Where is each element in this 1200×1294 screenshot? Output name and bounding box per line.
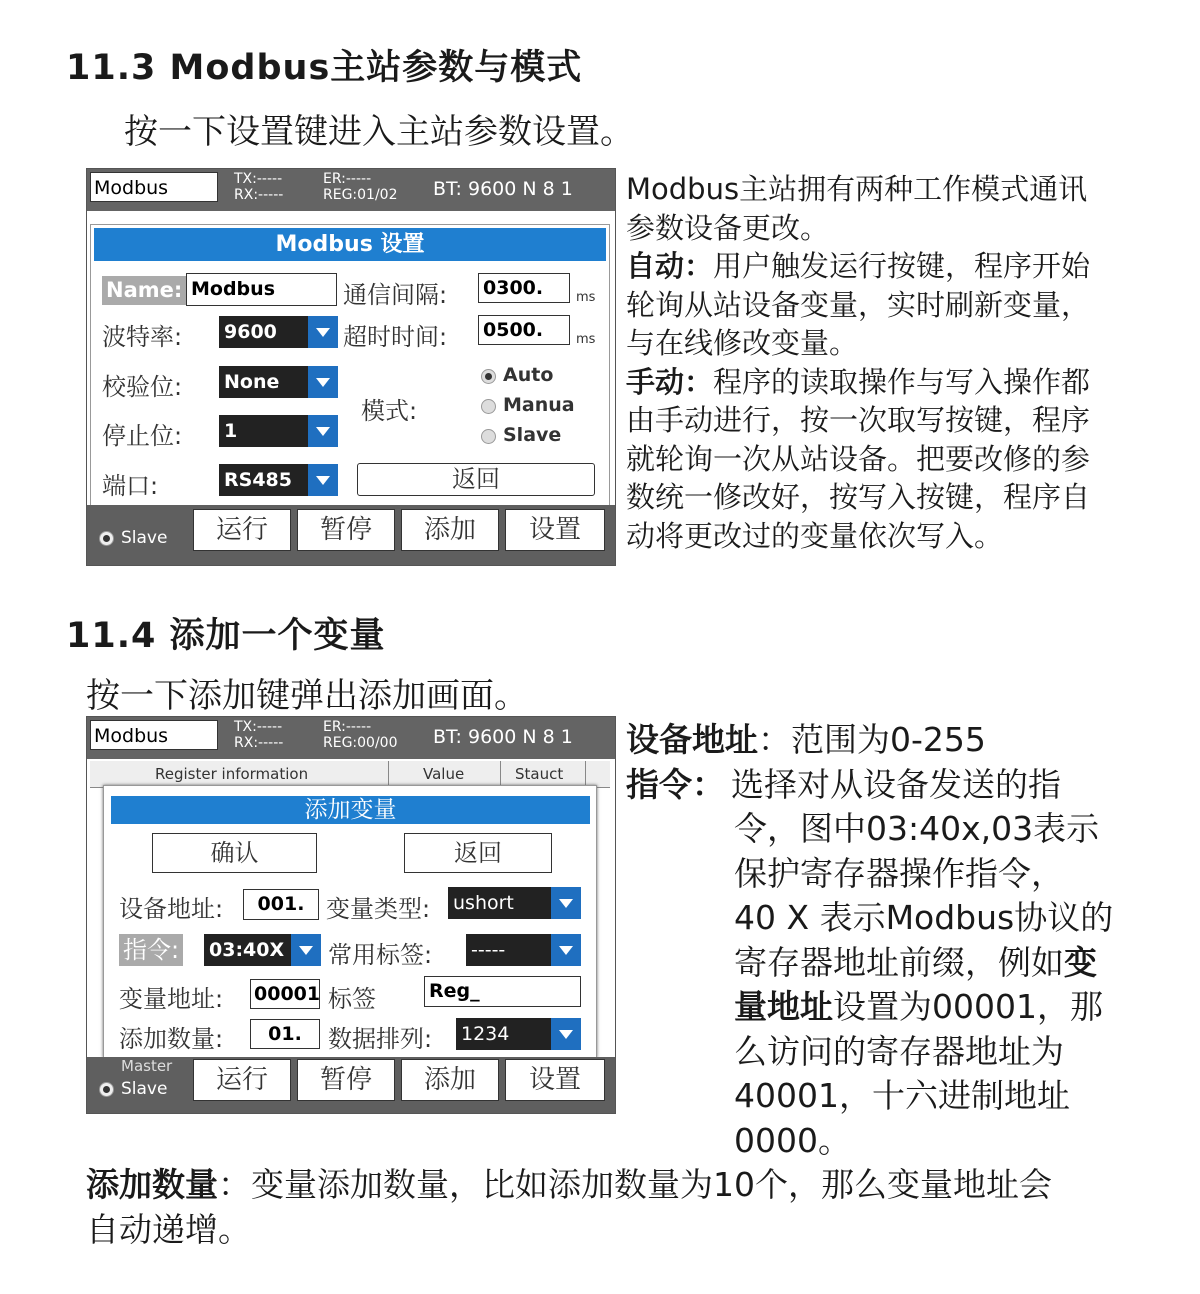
desc-text: 设置为00001，那 [833, 987, 1103, 1026]
dialog-title: Modbus 设置 [94, 228, 606, 261]
var-addr-input[interactable]: 00001 [250, 979, 320, 1009]
name-input[interactable]: Modbus [186, 273, 337, 306]
slave-radio[interactable] [99, 531, 114, 546]
run-button[interactable]: 运行 [193, 1059, 291, 1101]
add-variable-dialog [103, 785, 597, 1058]
auto-label: 自动： [626, 249, 714, 283]
tx-status: TX:----- [234, 719, 283, 735]
cmd-value: 03:40X [209, 939, 285, 961]
protocol-box: Modbus [90, 720, 218, 750]
port-value: RS485 [224, 469, 292, 491]
tx-status: TX:----- [234, 171, 283, 187]
section-intro: 按一下设置键进入主站参数设置。 [124, 112, 634, 152]
reg-status: REG:00/00 [323, 735, 398, 751]
settings-button[interactable]: 设置 [505, 1059, 605, 1101]
pause-button[interactable]: 暂停 [297, 1059, 395, 1101]
chevron-down-icon [308, 316, 338, 348]
reg-status: REG:01/02 [323, 187, 398, 203]
cmd-desc [626, 763, 1166, 808]
var-type-value: ushort [453, 892, 514, 914]
stop-value: 1 [224, 420, 238, 442]
desc-line [626, 941, 1166, 986]
count-desc-line [86, 1163, 1166, 1208]
parity-value: None [224, 371, 280, 393]
section-intro-2: 按一下添加键弹出添加画面。 [86, 676, 528, 716]
add-button[interactable]: 添加 [401, 1059, 499, 1101]
mode-description [626, 170, 1126, 555]
cmd-select[interactable] [204, 934, 321, 966]
pause-button[interactable]: 暂停 [297, 509, 395, 551]
count-desc-label: 添加数量 [86, 1165, 218, 1204]
desc-bold: 变 [1064, 942, 1097, 982]
mode-radio-slave[interactable] [481, 429, 496, 444]
master-label [121, 1057, 172, 1065]
table-header [90, 761, 610, 788]
stop-label: 停止位: [102, 422, 183, 450]
section-heading-11-3: 11.3 Modbus主站参数与模式 [66, 48, 583, 88]
desc-bold: 量地址 [734, 987, 833, 1026]
interval-input[interactable]: 0300. [478, 273, 570, 303]
back-button[interactable]: 返回 [404, 833, 552, 873]
order-label: 数据排列: [328, 1025, 433, 1053]
desc-line: 数统一修改好，按写入按键，程序自 [626, 480, 1091, 514]
count-description [86, 1163, 1166, 1252]
desc-line: 动将更改过的变量依次写入。 [626, 518, 1004, 553]
desc-text: 寄存器地址前缀，例如 [734, 942, 1064, 982]
cmd-label: 指令: [119, 934, 183, 966]
auto-desc [626, 247, 1126, 286]
mode-radio-manual[interactable] [481, 399, 496, 414]
chevron-down-icon [291, 934, 321, 966]
settings-button[interactable]: 设置 [505, 509, 605, 551]
add-variable-description [626, 718, 1166, 1163]
er-status: ER:----- [323, 171, 372, 187]
baud-value: 9600 [224, 321, 277, 343]
confirm-button[interactable]: 确认 [152, 833, 317, 873]
desc-line: 保护寄存器操作指令， [734, 853, 1064, 893]
baud-status: BT: 9600 N 8 1 [433, 726, 573, 748]
desc-line: 令，图中03:40x,03表示 [734, 809, 1100, 848]
col-register: Register information [155, 765, 309, 783]
tag-common-value: ----- [471, 939, 506, 961]
mode-option-manual: Manua [503, 394, 575, 416]
port-label: 端口: [102, 472, 159, 500]
slave-label: Slave [121, 1079, 168, 1099]
er-status: ER:----- [323, 719, 372, 735]
baud-status: BT: 9600 N 8 1 [433, 178, 573, 200]
order-select[interactable] [456, 1018, 581, 1050]
order-value: 1234 [461, 1023, 510, 1045]
mode-label: 模式: [361, 397, 418, 425]
desc-text: ：变量添加数量，比如添加数量为10个，那么变量地址会 [218, 1165, 1052, 1204]
tag-common-select[interactable] [466, 934, 581, 966]
desc-line: 程序的读取操作与写入操作都 [713, 364, 1091, 399]
col-divider [500, 761, 501, 787]
count-desc-line2: 自动递增。 [86, 1209, 251, 1249]
parity-select[interactable] [219, 366, 338, 398]
tag-input[interactable]: Reg_ [424, 976, 581, 1007]
col-value: Value [423, 765, 465, 783]
modbus-settings-dialog [90, 224, 610, 510]
dev-addr-input[interactable]: 001. [243, 889, 319, 920]
desc-line: 轮询从站设备变量，实时刷新变量， [626, 287, 1091, 322]
device-screen-add-variable [86, 716, 616, 1114]
count-label: 添加数量: [119, 1025, 224, 1053]
col-divider [585, 761, 586, 787]
cmd-desc-label: 指令： [626, 764, 725, 804]
manual-desc [626, 363, 1126, 402]
desc-line: 参数设备更改。 [626, 210, 830, 245]
var-addr-label: 变量地址: [119, 985, 224, 1013]
chevron-down-icon [308, 366, 338, 398]
desc-line: 0000。 [734, 1120, 851, 1160]
interval-label: 通信间隔: [343, 281, 448, 309]
tag-label: 标签 [328, 985, 376, 1013]
desc-line: 用户触发运行按键，程序开始 [713, 249, 1091, 283]
desc-line: ：范围为0-255 [758, 720, 986, 759]
name-label: Name: [102, 276, 186, 305]
col-stauct: Stauct [515, 765, 564, 783]
rx-status: RX:----- [234, 735, 284, 751]
desc-line: 40001，十六进制地址 [734, 1076, 1070, 1115]
stop-select[interactable] [219, 415, 338, 447]
desc-line: 么访问的寄存器地址为 [734, 1031, 1064, 1071]
desc-line: Modbus主站拥有两种工作模式通讯 [626, 172, 1088, 206]
desc-line: 选择对从设备发送的指 [731, 764, 1061, 804]
chevron-down-icon [308, 415, 338, 447]
interval-unit: ms [576, 290, 596, 305]
desc-line: 由手动进行，按一次取写按键，程序 [626, 403, 1091, 437]
parity-label: 校验位: [102, 373, 183, 401]
chevron-down-icon [551, 887, 581, 919]
baud-select[interactable] [219, 316, 338, 348]
desc-line: 与在线修改变量。 [626, 326, 859, 360]
chevron-down-icon [551, 934, 581, 966]
protocol-box: Modbus [90, 172, 218, 202]
col-divider [388, 761, 389, 787]
addr-label: 设备地址 [626, 720, 758, 759]
timeout-unit: ms [576, 332, 596, 347]
timeout-label: 超时时间: [343, 323, 448, 351]
desc-line: 就轮询一次从站设备。把要改修的参 [626, 441, 1091, 476]
slave-label: Slave [121, 528, 168, 548]
manual-label: 手动： [626, 364, 714, 399]
dev-addr-label: 设备地址: [119, 895, 224, 923]
device-screen-modbus-settings [86, 168, 616, 566]
chevron-down-icon [551, 1018, 581, 1050]
var-type-select[interactable] [448, 887, 581, 919]
tag-common-label: 常用标签: [328, 941, 433, 969]
port-select[interactable] [219, 464, 338, 496]
chevron-down-icon [308, 464, 338, 496]
var-type-label: 变量类型: [326, 895, 431, 923]
section-heading-11-4: 11.4 添加一个变量 [66, 616, 386, 656]
timeout-input[interactable]: 0500. [478, 315, 570, 345]
mode-option-slave: Slave [503, 424, 562, 446]
add-button[interactable]: 添加 [401, 509, 499, 551]
desc-line [626, 985, 1166, 1030]
mode-radio-auto[interactable] [481, 369, 496, 384]
desc-line: 40 X 表示Modbus协议的 [734, 898, 1114, 937]
addr-desc [626, 718, 1166, 763]
count-input[interactable]: 01. [250, 1019, 320, 1049]
baud-label: 波特率: [102, 323, 183, 351]
back-button[interactable]: 返回 [357, 463, 595, 496]
rx-status: RX:----- [234, 187, 284, 203]
run-button[interactable]: 运行 [193, 509, 291, 551]
slave-radio[interactable] [99, 1082, 114, 1097]
dialog-title: 添加变量 [111, 796, 590, 824]
mode-option-auto: Auto [503, 364, 554, 386]
